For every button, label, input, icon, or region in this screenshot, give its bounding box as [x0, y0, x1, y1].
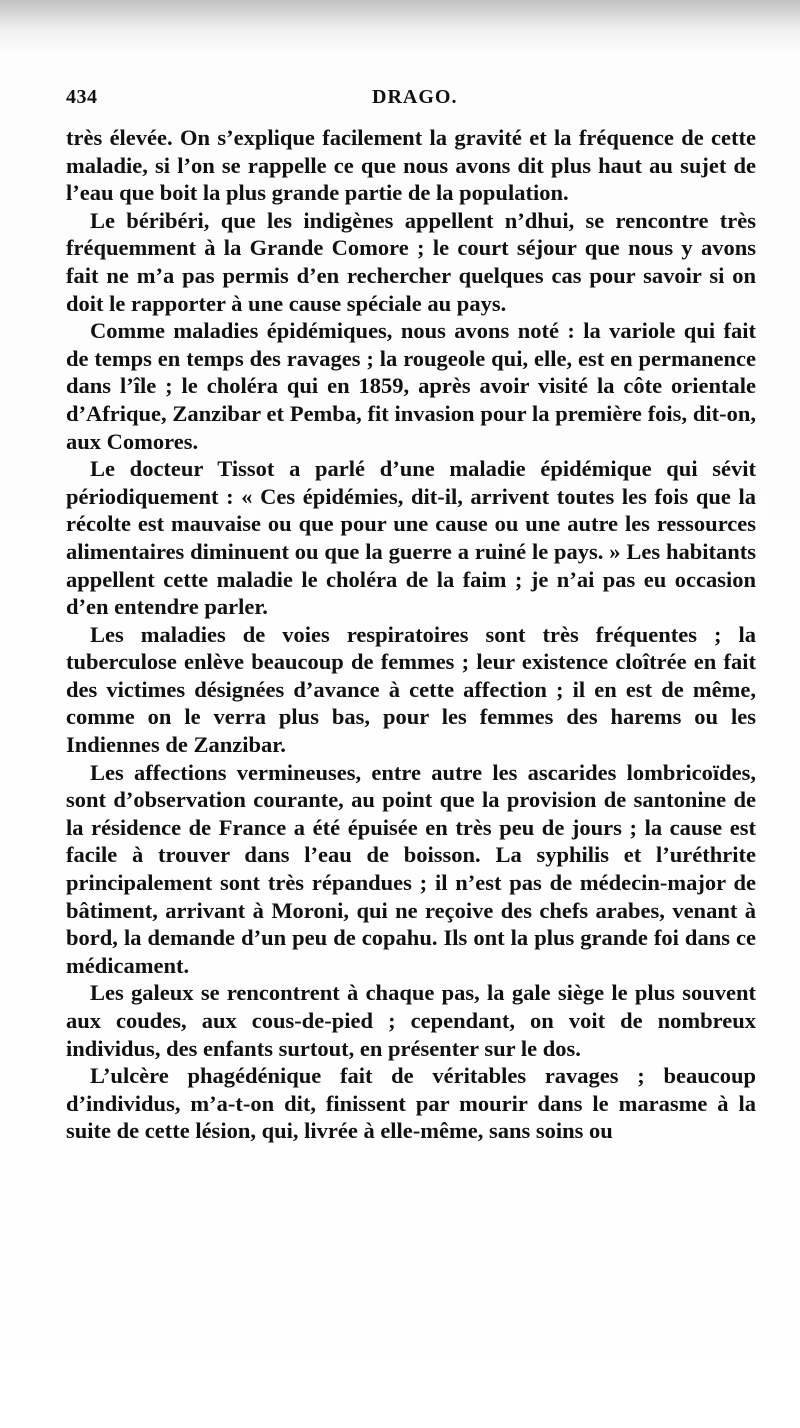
- page-top-shadow: [0, 0, 800, 50]
- paragraph-beriberi: Le béribéri, que les indigènes appellent n’dhui, se rencontre très fréquemment à la Grande Comore ; le court séjour que nous y avons fait ne m’a pas permis d’en rechercher quelques cas pour savoir si on doit le rapporter à une cause spéciale au pays.: [66, 207, 756, 316]
- paragraph-respiratory: Les maladies de voies respiratoires sont très fréquentes ; la tuberculose enlève beaucoup de femmes ; leur existence cloîtrée en fait des victimes désignées d’avance à cette affection ; il en est de même, comme on le verra plus bas, pour les femmes des harems ou les Indiennes de Zanzibar.: [66, 621, 756, 758]
- paragraph-ulcer: L’ulcère phagédénique fait de véritables ravages ; beaucoup d’individus, m’a-t-on dit, finissent par mourir dans le marasme à la suite de cette lésion, qui, livrée à elle-même, sans soins ou: [66, 1063, 756, 1144]
- paragraph-verminous: Les affections vermineuses, entre autre les ascarides lombricoïdes, sont d’observation courante, au point que la provision de santonine de la résidence de France a été épuisée en très peu de jours ; la cause est facile à trouver dans l’eau de boisson. La syphilis et l’uréthrite principalement sont très répandues ; il n’est pas de médecin-major de bâtiment, arrivant à Moroni, qui ne reçoive des chefs arabes, venant à bord, la demande d’un peu de copahu. Ils ont la plus grande foi dans ce médicament.: [66, 759, 756, 978]
- paragraph-continuation: très élevée. On s’explique facilement la gravité et la fréquence de cette maladie, si l’on se rappelle ce que nous avons dit plus haut au sujet de l’eau que boit la plus grande partie de la population.: [66, 125, 756, 206]
- paragraph-scabies: Les galeux se rencontrent à chaque pas, la gale siège le plus souvent aux coudes, aux cous-de-pied ; cependant, on voit de nombreux individus, des enfants surtout, en présenter sur le dos.: [66, 980, 756, 1061]
- paragraph-tissot: Le docteur Tissot a parlé d’une maladie épidémique qui sévit périodiquement : « Ces épidémies, dit-il, arrivent toutes les fois que la récolte est mauvaise ou que pour une cause ou une autre les ressources alimentaires diminuent ou que la guerre a ruiné le pays. » Les habitants appellent cette maladie le choléra de la faim ; je n’ai pas eu occasion d’en entendre parler.: [66, 456, 756, 620]
- body-text: [66, 124, 756, 1145]
- page-header: [66, 86, 756, 116]
- running-head: DRAGO.: [372, 86, 458, 108]
- page-number: 434: [66, 86, 98, 108]
- paragraph-epidemic-diseases: Comme maladies épidémiques, nous avons noté : la variole qui fait de temps en temps des ravages ; la rougeole qui, elle, est en permanence dans l’île ; le choléra qui en 1859, après avoir visité la côte orientale d’Afrique, Zanzibar et Pemba, fit invasion pour la première fois, dit-on, aux Comores.: [66, 318, 756, 454]
- bottom-margin: [0, 1360, 800, 1428]
